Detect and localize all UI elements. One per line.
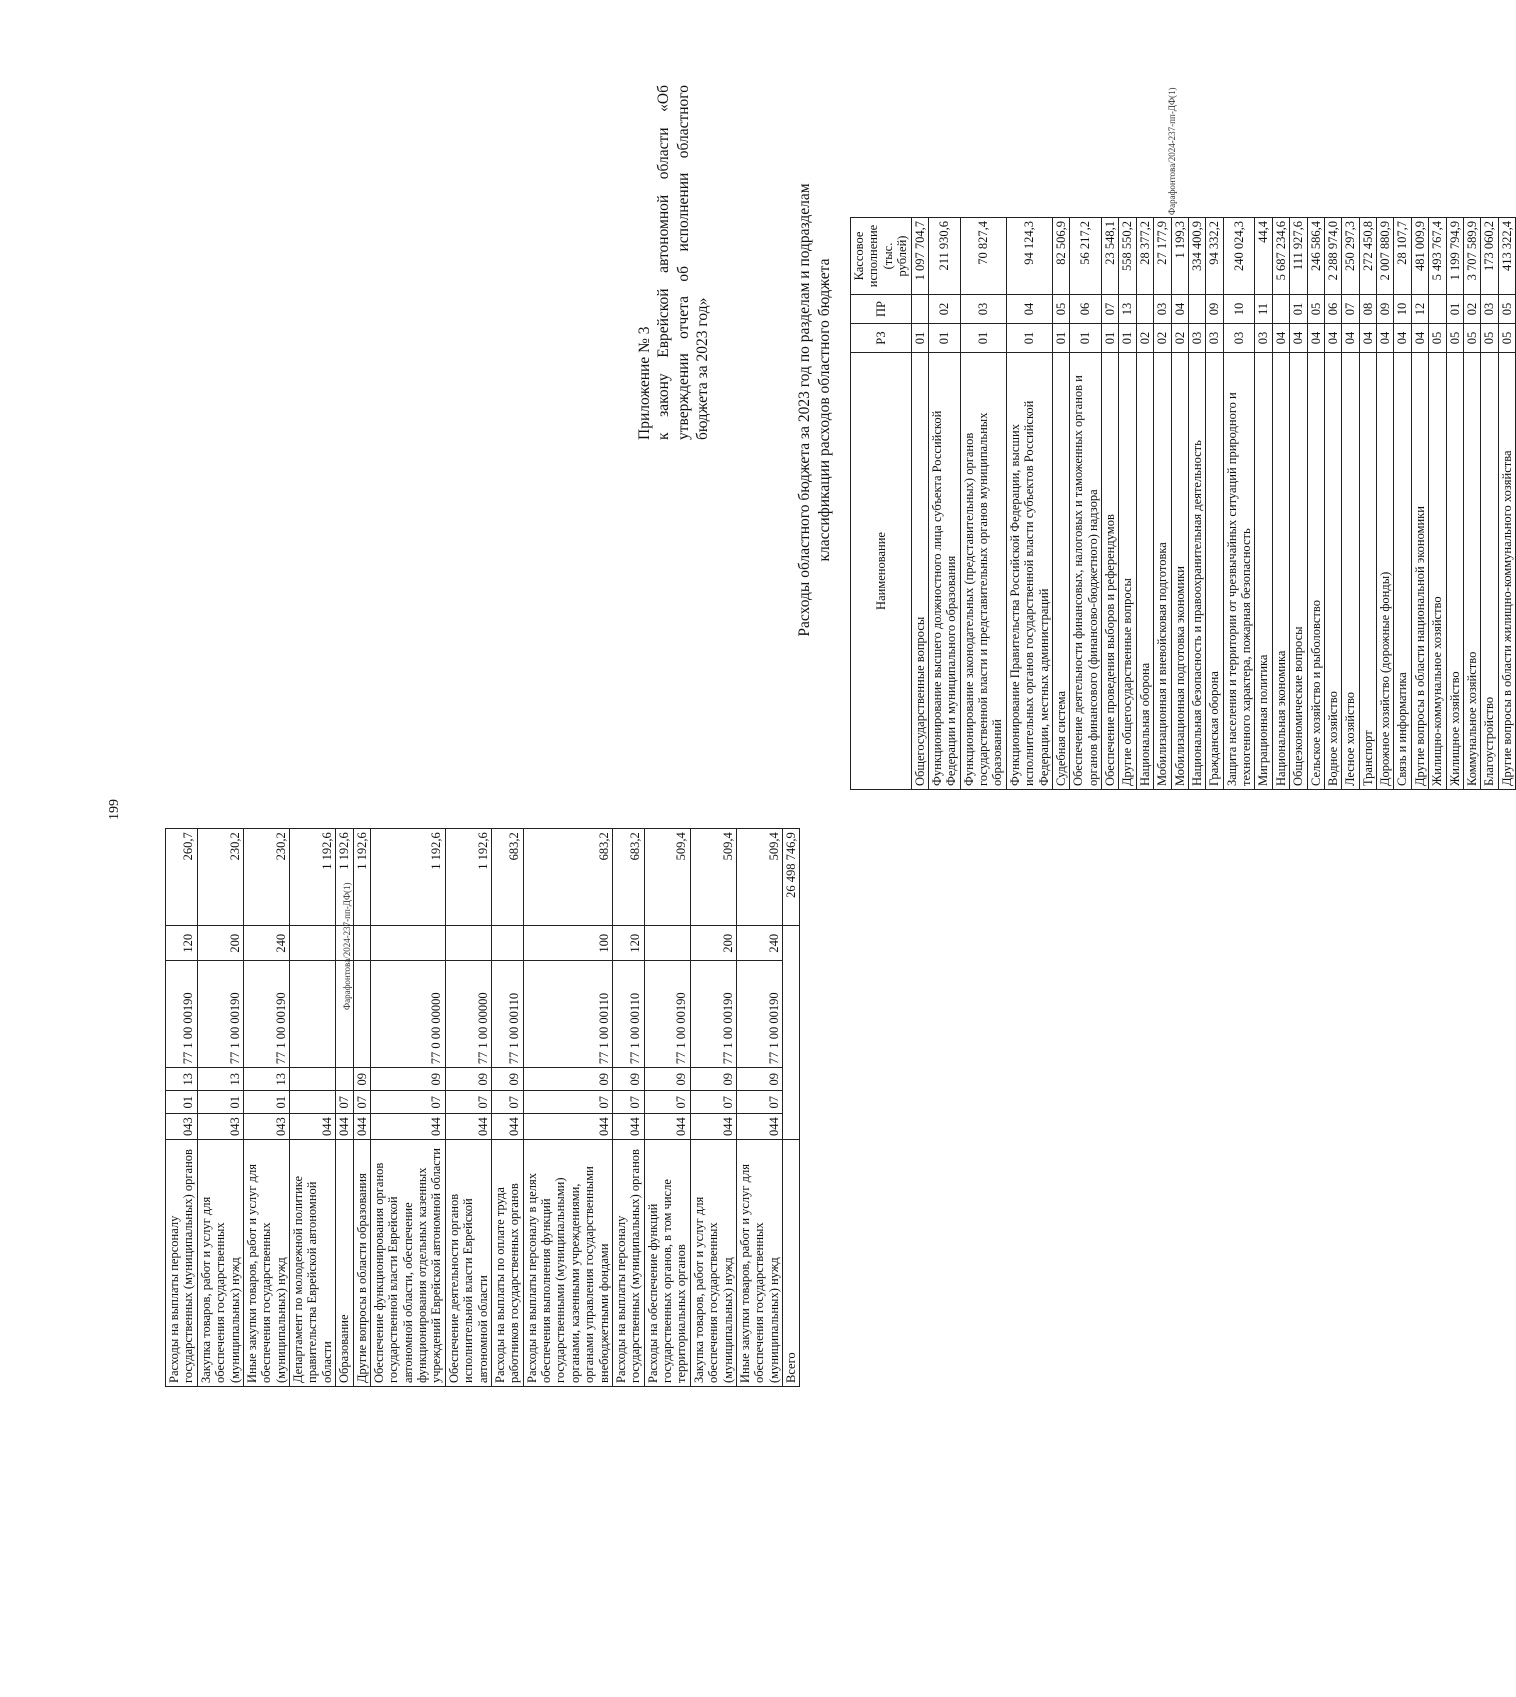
row-name: Общегосударственные вопросы xyxy=(911,353,928,790)
row-name: Лесное хозяйство xyxy=(1342,353,1359,790)
row-rz: 04 xyxy=(1377,324,1394,353)
row-pr xyxy=(1272,295,1289,324)
header-value: Кассовое исполнение (тыс. рублей) xyxy=(851,218,912,295)
footer-code-left: Фарафонтова/2024-237-пп-ДФ(1) xyxy=(342,882,352,1010)
row-name: Закупка товаров, работ и услуг для обеспечения государственных (муниципальных) нужд xyxy=(690,1140,736,1387)
row-name: Сельское хозяйство и рыболовство xyxy=(1307,353,1324,790)
table-row xyxy=(1342,218,1359,790)
table-row xyxy=(491,829,523,1387)
table-row xyxy=(290,829,336,1387)
row-rz: 07 xyxy=(690,1091,736,1114)
row-value: 1 199,3 xyxy=(1171,218,1188,295)
row-csr: 77 1 00 00190 xyxy=(166,961,198,1068)
row-vr xyxy=(491,926,523,961)
row-ved: 043 xyxy=(197,1114,243,1140)
row-pr: 05 xyxy=(1307,295,1324,324)
row-value: 28 107,7 xyxy=(1394,218,1411,295)
row-rz: 04 xyxy=(1342,324,1359,353)
row-csr: 77 1 00 00110 xyxy=(523,961,612,1068)
row-pr: 04 xyxy=(1006,295,1052,324)
page-number: 199 xyxy=(107,799,122,820)
table-row xyxy=(1052,218,1069,790)
row-name: Мобилизационная и вневойсковая подготовка xyxy=(1154,353,1171,790)
row-rz: 07 xyxy=(644,1091,690,1114)
row-pr: 02 xyxy=(1463,295,1480,324)
appendix-number: Приложение № 3 xyxy=(636,326,653,440)
row-name: Жилищное хозяйство xyxy=(1446,353,1463,790)
table-header-row xyxy=(851,218,912,790)
row-pr: 08 xyxy=(1359,295,1376,324)
document-title xyxy=(795,80,835,740)
row-rz: 03 xyxy=(1188,324,1205,353)
table-row xyxy=(1429,218,1446,790)
row-ved: 044 xyxy=(644,1114,690,1140)
row-rz xyxy=(290,1091,336,1114)
row-pr: 07 xyxy=(1342,295,1359,324)
row-rz: 04 xyxy=(1307,324,1324,353)
row-name: Обеспечение функционирования органов государственной власти Еврейской автономной области, обеспечение функционирования отдельных казенных учреждений Еврейской автономной области xyxy=(370,1140,445,1387)
row-ved: 044 xyxy=(690,1114,736,1140)
row-vr: 240 xyxy=(736,926,782,961)
row-pr: 13 xyxy=(197,1068,243,1091)
row-vr: 200 xyxy=(690,926,736,961)
row-sum: 260,7 xyxy=(166,829,198,926)
table-row xyxy=(1206,218,1223,790)
row-name: Судебная система xyxy=(1052,353,1069,790)
row-rz: 04 xyxy=(1324,324,1341,353)
row-value: 94 124,3 xyxy=(1006,218,1052,295)
header-pr: ПР xyxy=(851,295,912,324)
row-rz: 01 xyxy=(166,1091,198,1114)
row-csr xyxy=(353,961,370,1068)
row-value: 558 550,2 xyxy=(1119,218,1136,295)
appendix-caption xyxy=(635,85,713,440)
row-csr: 77 1 00 00110 xyxy=(491,961,523,1068)
row-rz: 07 xyxy=(336,1091,353,1114)
row-ved: 044 xyxy=(445,1114,491,1140)
row-name: Защита населения и территории от чрезвычайных ситуаций природного и техногенного характера, пожарная безопасность xyxy=(1223,353,1255,790)
row-value: 211 930,6 xyxy=(928,218,960,295)
row-pr: 13 xyxy=(243,1068,289,1091)
row-name: Водное хозяйство xyxy=(1324,353,1341,790)
row-ved: 044 xyxy=(491,1114,523,1140)
row-pr xyxy=(336,1068,353,1091)
row-sum: 1 192,6 xyxy=(370,829,445,926)
row-csr xyxy=(290,961,336,1068)
table-row xyxy=(1411,218,1428,790)
row-rz: 07 xyxy=(612,1091,644,1114)
row-pr: 09 xyxy=(690,1068,736,1091)
row-rz: 03 xyxy=(1223,324,1255,353)
row-ved: 044 xyxy=(523,1114,612,1140)
table-row xyxy=(1290,218,1307,790)
row-value: 3 707 589,9 xyxy=(1463,218,1480,295)
table-row xyxy=(1463,218,1480,790)
row-value: 5 493 767,4 xyxy=(1429,218,1446,295)
row-value: 44,4 xyxy=(1255,218,1272,295)
row-rz: 01 xyxy=(928,324,960,353)
row-value: 246 586,4 xyxy=(1307,218,1324,295)
header-name: Наименование xyxy=(851,353,912,790)
row-rz: 07 xyxy=(353,1091,370,1114)
table-row xyxy=(1154,218,1171,790)
row-value: 173 060,2 xyxy=(1481,218,1498,295)
table-row xyxy=(1359,218,1376,790)
row-name: Функционирование законодательных (представительных) органов государственной власти и представительных органов муниципальных образований xyxy=(960,353,1006,790)
row-value: 111 927,6 xyxy=(1290,218,1307,295)
row-name: Другие вопросы в области национальной экономики xyxy=(1411,353,1428,790)
header-rz: РЗ xyxy=(851,324,912,353)
row-rz: 01 xyxy=(1119,324,1136,353)
row-sum: 509,4 xyxy=(644,829,690,926)
row-name: Национальная оборона xyxy=(1136,353,1153,790)
row-pr: 03 xyxy=(1481,295,1498,324)
row-vr: 200 xyxy=(197,926,243,961)
table-row xyxy=(960,218,1006,790)
row-value: 23 548,1 xyxy=(1102,218,1119,295)
row-sum: 1 192,6 xyxy=(445,829,491,926)
row-sum: 683,2 xyxy=(491,829,523,926)
row-name: Функционирование Правительства Российской Федерации, высших исполнительных органов государственной власти субъектов Российской Федерации, местных администраций xyxy=(1006,353,1052,790)
row-pr: 05 xyxy=(1498,295,1515,324)
table-row xyxy=(1102,218,1119,790)
row-name: Департамент по молодежной политике правительства Еврейской автономной области xyxy=(290,1140,336,1387)
table-row xyxy=(197,829,243,1387)
section-expenses-body xyxy=(911,218,1516,790)
row-rz: 01 xyxy=(1052,324,1069,353)
table-row xyxy=(1394,218,1411,790)
row-ved: 044 xyxy=(370,1114,445,1140)
right-page xyxy=(625,60,1514,1560)
row-value: 2 007 880,9 xyxy=(1377,218,1394,295)
row-value: 2 288 974,0 xyxy=(1324,218,1341,295)
row-csr: 77 1 00 00190 xyxy=(197,961,243,1068)
row-rz: 05 xyxy=(1481,324,1498,353)
table-row xyxy=(353,829,370,1387)
row-name: Жилищно-коммунальное хозяйство xyxy=(1429,353,1446,790)
row-sum: 683,2 xyxy=(612,829,644,926)
document-title-line-1: Расходы областного бюджета за 2023 год по разделам и подразделам xyxy=(796,183,813,637)
row-value: 334 400,9 xyxy=(1188,218,1205,295)
row-rz: 04 xyxy=(1359,324,1376,353)
row-pr: 09 xyxy=(353,1068,370,1091)
row-name: Иные закупки товаров, работ и услуг для обеспечения государственных (муниципальных) нужд xyxy=(243,1140,289,1387)
row-name: Расходы на выплаты персоналу в целях обеспечения выполнения функций государственными (муниципальными) органами, казенными учреждениями, органами управления государственными внебюджетными фондами xyxy=(523,1140,612,1387)
row-pr: 11 xyxy=(1255,295,1272,324)
table-row xyxy=(1119,218,1136,790)
row-pr: 09 xyxy=(523,1068,612,1091)
row-name: Расходы на выплаты по оплате труда работников государственных органов xyxy=(491,1140,523,1387)
row-pr: 06 xyxy=(1324,295,1341,324)
row-name: Дорожное хозяйство (дорожные фонды) xyxy=(1377,353,1394,790)
row-csr: 77 1 00 00190 xyxy=(690,961,736,1068)
row-value: 1 199 794,9 xyxy=(1446,218,1463,295)
row-rz: 01 xyxy=(1006,324,1052,353)
row-ved: 044 xyxy=(290,1114,336,1140)
row-rz: 04 xyxy=(1290,324,1307,353)
row-vr: 120 xyxy=(612,926,644,961)
row-rz: 07 xyxy=(491,1091,523,1114)
row-rz: 01 xyxy=(911,324,928,353)
table-row xyxy=(1324,218,1341,790)
row-sum: 230,2 xyxy=(243,829,289,926)
table-row xyxy=(911,218,928,790)
row-pr xyxy=(1429,295,1446,324)
total-sum: 26 498 746,9 xyxy=(783,829,800,926)
row-pr: 13 xyxy=(1119,295,1136,324)
row-name: Национальная экономика xyxy=(1272,353,1289,790)
section-expenses-table xyxy=(850,217,1516,790)
row-name: Миграционная политика xyxy=(1255,353,1272,790)
row-rz: 02 xyxy=(1136,324,1153,353)
table-row xyxy=(1006,218,1052,790)
row-pr: 09 xyxy=(370,1068,445,1091)
total-label: Всего xyxy=(783,1140,800,1387)
row-name: Иные закупки товаров, работ и услуг для обеспечения государственных (муниципальных) нужд xyxy=(736,1140,782,1387)
table-row xyxy=(1171,218,1188,790)
row-pr: 04 xyxy=(1171,295,1188,324)
row-pr: 03 xyxy=(960,295,1006,324)
row-rz: 01 xyxy=(1070,324,1102,353)
row-pr: 09 xyxy=(612,1068,644,1091)
row-name: Мобилизационная подготовка экономики xyxy=(1171,353,1188,790)
row-rz: 04 xyxy=(1272,324,1289,353)
row-name: Функционирование высшего должностного лица субъекта Российской Федерации и муниципального образования xyxy=(928,353,960,790)
row-csr: 77 1 00 00190 xyxy=(736,961,782,1068)
row-sum: 509,4 xyxy=(690,829,736,926)
row-vr xyxy=(370,926,445,961)
row-value: 250 297,3 xyxy=(1342,218,1359,295)
row-name: Расходы на выплаты персоналу государственных (муниципальных) органов xyxy=(166,1140,198,1387)
table-row xyxy=(1446,218,1463,790)
row-name: Транспорт xyxy=(1359,353,1376,790)
row-name: Обеспечение проведения выборов и референдумов xyxy=(1102,353,1119,790)
table-row xyxy=(1272,218,1289,790)
row-ved: 043 xyxy=(166,1114,198,1140)
row-sum: 1 192,6 xyxy=(353,829,370,926)
row-sum: 683,2 xyxy=(523,829,612,926)
row-csr: 77 0 00 00000 xyxy=(370,961,445,1068)
row-value: 481 009,9 xyxy=(1411,218,1428,295)
row-pr: 09 xyxy=(736,1068,782,1091)
row-vr xyxy=(290,926,336,961)
row-rz: 01 xyxy=(197,1091,243,1114)
row-rz: 07 xyxy=(523,1091,612,1114)
row-vr xyxy=(445,926,491,961)
row-csr: 77 1 00 00000 xyxy=(445,961,491,1068)
row-rz: 01 xyxy=(1102,324,1119,353)
row-name: Расходы на выплаты персоналу государственных (муниципальных) органов xyxy=(612,1140,644,1387)
row-name: Образование xyxy=(336,1140,353,1387)
row-pr: 09 xyxy=(1206,295,1223,324)
row-rz: 02 xyxy=(1154,324,1171,353)
row-csr: 77 1 00 00190 xyxy=(644,961,690,1068)
row-sum: 230,2 xyxy=(197,829,243,926)
row-pr: 10 xyxy=(1223,295,1255,324)
table-row xyxy=(1377,218,1394,790)
row-sum: 1 192,6 xyxy=(336,829,353,926)
row-rz: 05 xyxy=(1446,324,1463,353)
row-value: 70 827,4 xyxy=(960,218,1006,295)
row-ved: 044 xyxy=(736,1114,782,1140)
row-name: Другие вопросы в области образования xyxy=(353,1140,370,1387)
table-row xyxy=(1255,218,1272,790)
table-row xyxy=(445,829,491,1387)
row-name: Коммунальное хозяйство xyxy=(1463,353,1480,790)
table-row xyxy=(928,218,960,790)
table-row xyxy=(1498,218,1515,790)
row-pr xyxy=(1188,295,1205,324)
row-pr: 12 xyxy=(1411,295,1428,324)
row-pr: 02 xyxy=(928,295,960,324)
row-name: Связь и информатика xyxy=(1394,353,1411,790)
row-value: 1 097 704,7 xyxy=(911,218,928,295)
row-rz: 01 xyxy=(243,1091,289,1114)
row-pr: 09 xyxy=(1377,295,1394,324)
row-ved: 044 xyxy=(336,1114,353,1140)
row-vr: 120 xyxy=(166,926,198,961)
row-rz: 05 xyxy=(1498,324,1515,353)
row-name: Гражданская оборона xyxy=(1206,353,1223,790)
row-pr: 09 xyxy=(491,1068,523,1091)
row-pr: 09 xyxy=(445,1068,491,1091)
footer-code-right: Фарафонтова/2024-237-пп-ДФ(1) xyxy=(1167,87,1177,215)
row-pr xyxy=(1136,295,1153,324)
table-row xyxy=(1188,218,1205,790)
row-csr: 77 1 00 00190 xyxy=(243,961,289,1068)
table-row xyxy=(523,829,612,1387)
row-rz: 03 xyxy=(1255,324,1272,353)
row-name: Благоустройство xyxy=(1481,353,1498,790)
table-row xyxy=(166,829,198,1387)
row-vr xyxy=(353,926,370,961)
row-ved: 043 xyxy=(243,1114,289,1140)
row-sum: 1 192,6 xyxy=(290,829,336,926)
row-value: 56 217,2 xyxy=(1070,218,1102,295)
row-value: 240 024,3 xyxy=(1223,218,1255,295)
row-name: Общеэкономические вопросы xyxy=(1290,353,1307,790)
table-row xyxy=(1070,218,1102,790)
row-pr: 09 xyxy=(644,1068,690,1091)
table-row xyxy=(1136,218,1153,790)
appendix-law-reference: к закону Еврейской автономной области «Об утверждении отчета об исполнении областного бюджета за 2023 год» xyxy=(655,85,712,440)
table-row xyxy=(370,829,445,1387)
row-name: Расходы на обеспечение функций государственных органов, в том числе территориальных органов xyxy=(644,1140,690,1387)
row-name: Другие общегосударственные вопросы xyxy=(1119,353,1136,790)
row-rz: 07 xyxy=(445,1091,491,1114)
table-row xyxy=(1481,218,1498,790)
row-value: 413 322,4 xyxy=(1498,218,1515,295)
row-pr: 10 xyxy=(1394,295,1411,324)
document-title-line-2: классификации расходов областного бюджета xyxy=(816,258,834,562)
row-rz: 05 xyxy=(1463,324,1480,353)
table-row xyxy=(243,829,289,1387)
row-pr: 13 xyxy=(166,1068,198,1091)
row-rz: 04 xyxy=(1394,324,1411,353)
row-ved: 044 xyxy=(612,1114,644,1140)
row-value: 272 450,8 xyxy=(1359,218,1376,295)
row-name: Национальная безопасность и правоохранительная деятельность xyxy=(1188,353,1205,790)
row-pr xyxy=(911,295,928,324)
row-vr: 100 xyxy=(523,926,612,961)
table-row xyxy=(1307,218,1324,790)
row-ved: 044 xyxy=(353,1114,370,1140)
row-rz: 03 xyxy=(1206,324,1223,353)
row-name: Закупка товаров, работ и услуг для обеспечения государственных (муниципальных) нужд xyxy=(197,1140,243,1387)
row-rz: 07 xyxy=(736,1091,782,1114)
row-value: 28 377,2 xyxy=(1136,218,1153,295)
row-pr: 01 xyxy=(1446,295,1463,324)
row-rz: 01 xyxy=(960,324,1006,353)
row-value: 82 506,9 xyxy=(1052,218,1069,295)
row-vr: 240 xyxy=(243,926,289,961)
row-sum: 509,4 xyxy=(736,829,782,926)
row-pr: 03 xyxy=(1154,295,1171,324)
row-pr: 07 xyxy=(1102,295,1119,324)
row-name: Обеспечение деятельности органов исполнительной власти Еврейской автономной области xyxy=(445,1140,491,1387)
row-pr: 01 xyxy=(1290,295,1307,324)
row-rz: 05 xyxy=(1429,324,1446,353)
row-value: 27 177,9 xyxy=(1154,218,1171,295)
row-name: Другие вопросы в области жилищно-коммунального хозяйства xyxy=(1498,353,1515,790)
row-value: 5 687 234,6 xyxy=(1272,218,1289,295)
row-rz: 02 xyxy=(1171,324,1188,353)
row-pr: 06 xyxy=(1070,295,1102,324)
row-name: Обеспечение деятельности финансовых, налоговых и таможенных органов и органов финансового (финансово-бюджетного) надзора xyxy=(1070,353,1102,790)
row-value: 94 332,2 xyxy=(1206,218,1223,295)
row-rz: 07 xyxy=(370,1091,445,1114)
row-pr xyxy=(290,1068,336,1091)
row-pr: 05 xyxy=(1052,295,1069,324)
row-rz: 04 xyxy=(1411,324,1428,353)
table-row xyxy=(1223,218,1255,790)
row-csr: 77 1 00 00110 xyxy=(612,961,644,1068)
